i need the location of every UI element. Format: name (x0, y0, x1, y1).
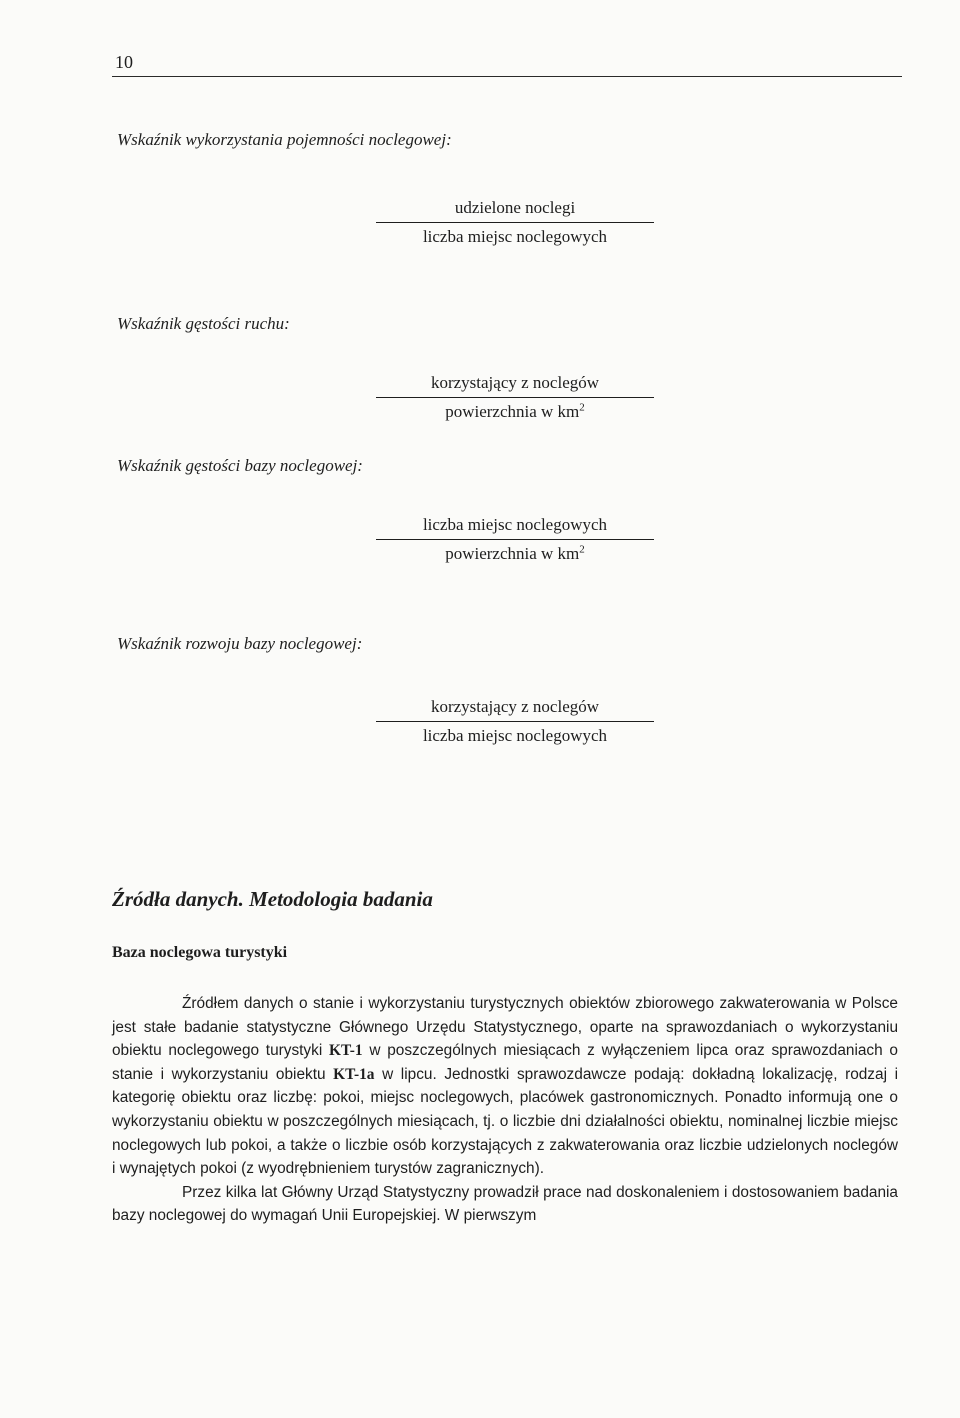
denominator-text: powierzchnia w km (445, 544, 580, 563)
body-text (112, 992, 898, 1228)
indicator-title-traffic-density: Wskaźnik gęstości ruchu: (117, 314, 290, 333)
formula-numerator: korzystający z noclegów (430, 697, 600, 716)
denominator-text: liczba miejsc noclegowych (422, 726, 608, 745)
header-rule (112, 76, 902, 77)
paragraph-1-text-b: w poszczególnych miesiącach z wyłączeniem lipca oraz sprawozdaniach o stanie i wykorzystaniu obiektu (112, 1042, 898, 1083)
subsection-title: Baza noclegowa turystyki (112, 944, 288, 961)
formula-accommodation-development (370, 696, 660, 747)
denominator-text: liczba miejsc noclegowych (422, 227, 608, 246)
indicator-title-accommodation-development: Wskaźnik rozwoju bazy noclegowej: (117, 634, 363, 653)
paragraph-2: Przez kilka lat Główny Urząd Statystyczny prowadził prace nad doskonaleniem i dostosowaniem badania bazy noclegowej do wymagań Unii Europejskiej. W pierwszym (112, 1183, 898, 1225)
superscript-exponent: 2 (579, 401, 585, 414)
paragraph-1 (112, 992, 898, 1181)
paragraph-1-text-a: Źródłem danych o stanie i wykorzystaniu turystycznych obiektów zbiorowego zakwaterowania w Polsce jest stałe badanie statystyczne Głównego Urzędu Statystycznego, oparte na sprawozdaniach o wykorzystaniu obiektu noclegowego turystyki (112, 995, 898, 1060)
formula-numerator: korzystający z noclegów (430, 373, 600, 392)
indicator-title-capacity-utilization: Wskaźnik wykorzystania pojemności noclegowej: (117, 130, 452, 149)
form-code-kt1a: KT-1a (333, 1065, 375, 1083)
superscript-exponent: 2 (579, 543, 585, 556)
formula-numerator: udzielone noclegi (454, 198, 576, 217)
denominator-text: powierzchnia w km (445, 402, 580, 421)
formula-denominator (370, 223, 660, 248)
formula-denominator (370, 722, 660, 747)
formula-denominator (370, 540, 660, 565)
indicator-title-accommodation-density: Wskaźnik gęstości bazy noclegowej: (117, 456, 363, 475)
paragraph-1-text-c: w lipcu. Jednostki sprawozdawcze podają: dokładną lokalizację, rodzaj i kategorię obiektu oraz liczbę: pokoi, miejsc noclegowych, placówek gastronomicznych. Ponadto informują one o wykorzystaniu obiektu w poszczególnych miesiącach, tj. o liczbie dni działalności obiektu, nominalnej liczbie miejsc noclegowych lub pokoi, a także o liczbie osób korzystających z zakwaterowania oraz liczbie udzielonych noclegów i wynajętych pokoi (z wyodrębnieniem turystów zagranicznych). (112, 1065, 898, 1178)
formula-traffic-density (370, 372, 660, 423)
form-code-kt1: KT-1 (328, 1042, 363, 1060)
formula-denominator (370, 398, 660, 423)
page-number: 10 (115, 52, 133, 72)
formula-numerator: liczba miejsc noclegowych (422, 515, 608, 534)
formula-capacity-utilization (370, 197, 660, 248)
section-title: Źródła danych. Metodologia badania (112, 887, 433, 911)
formula-accommodation-density (370, 514, 660, 565)
